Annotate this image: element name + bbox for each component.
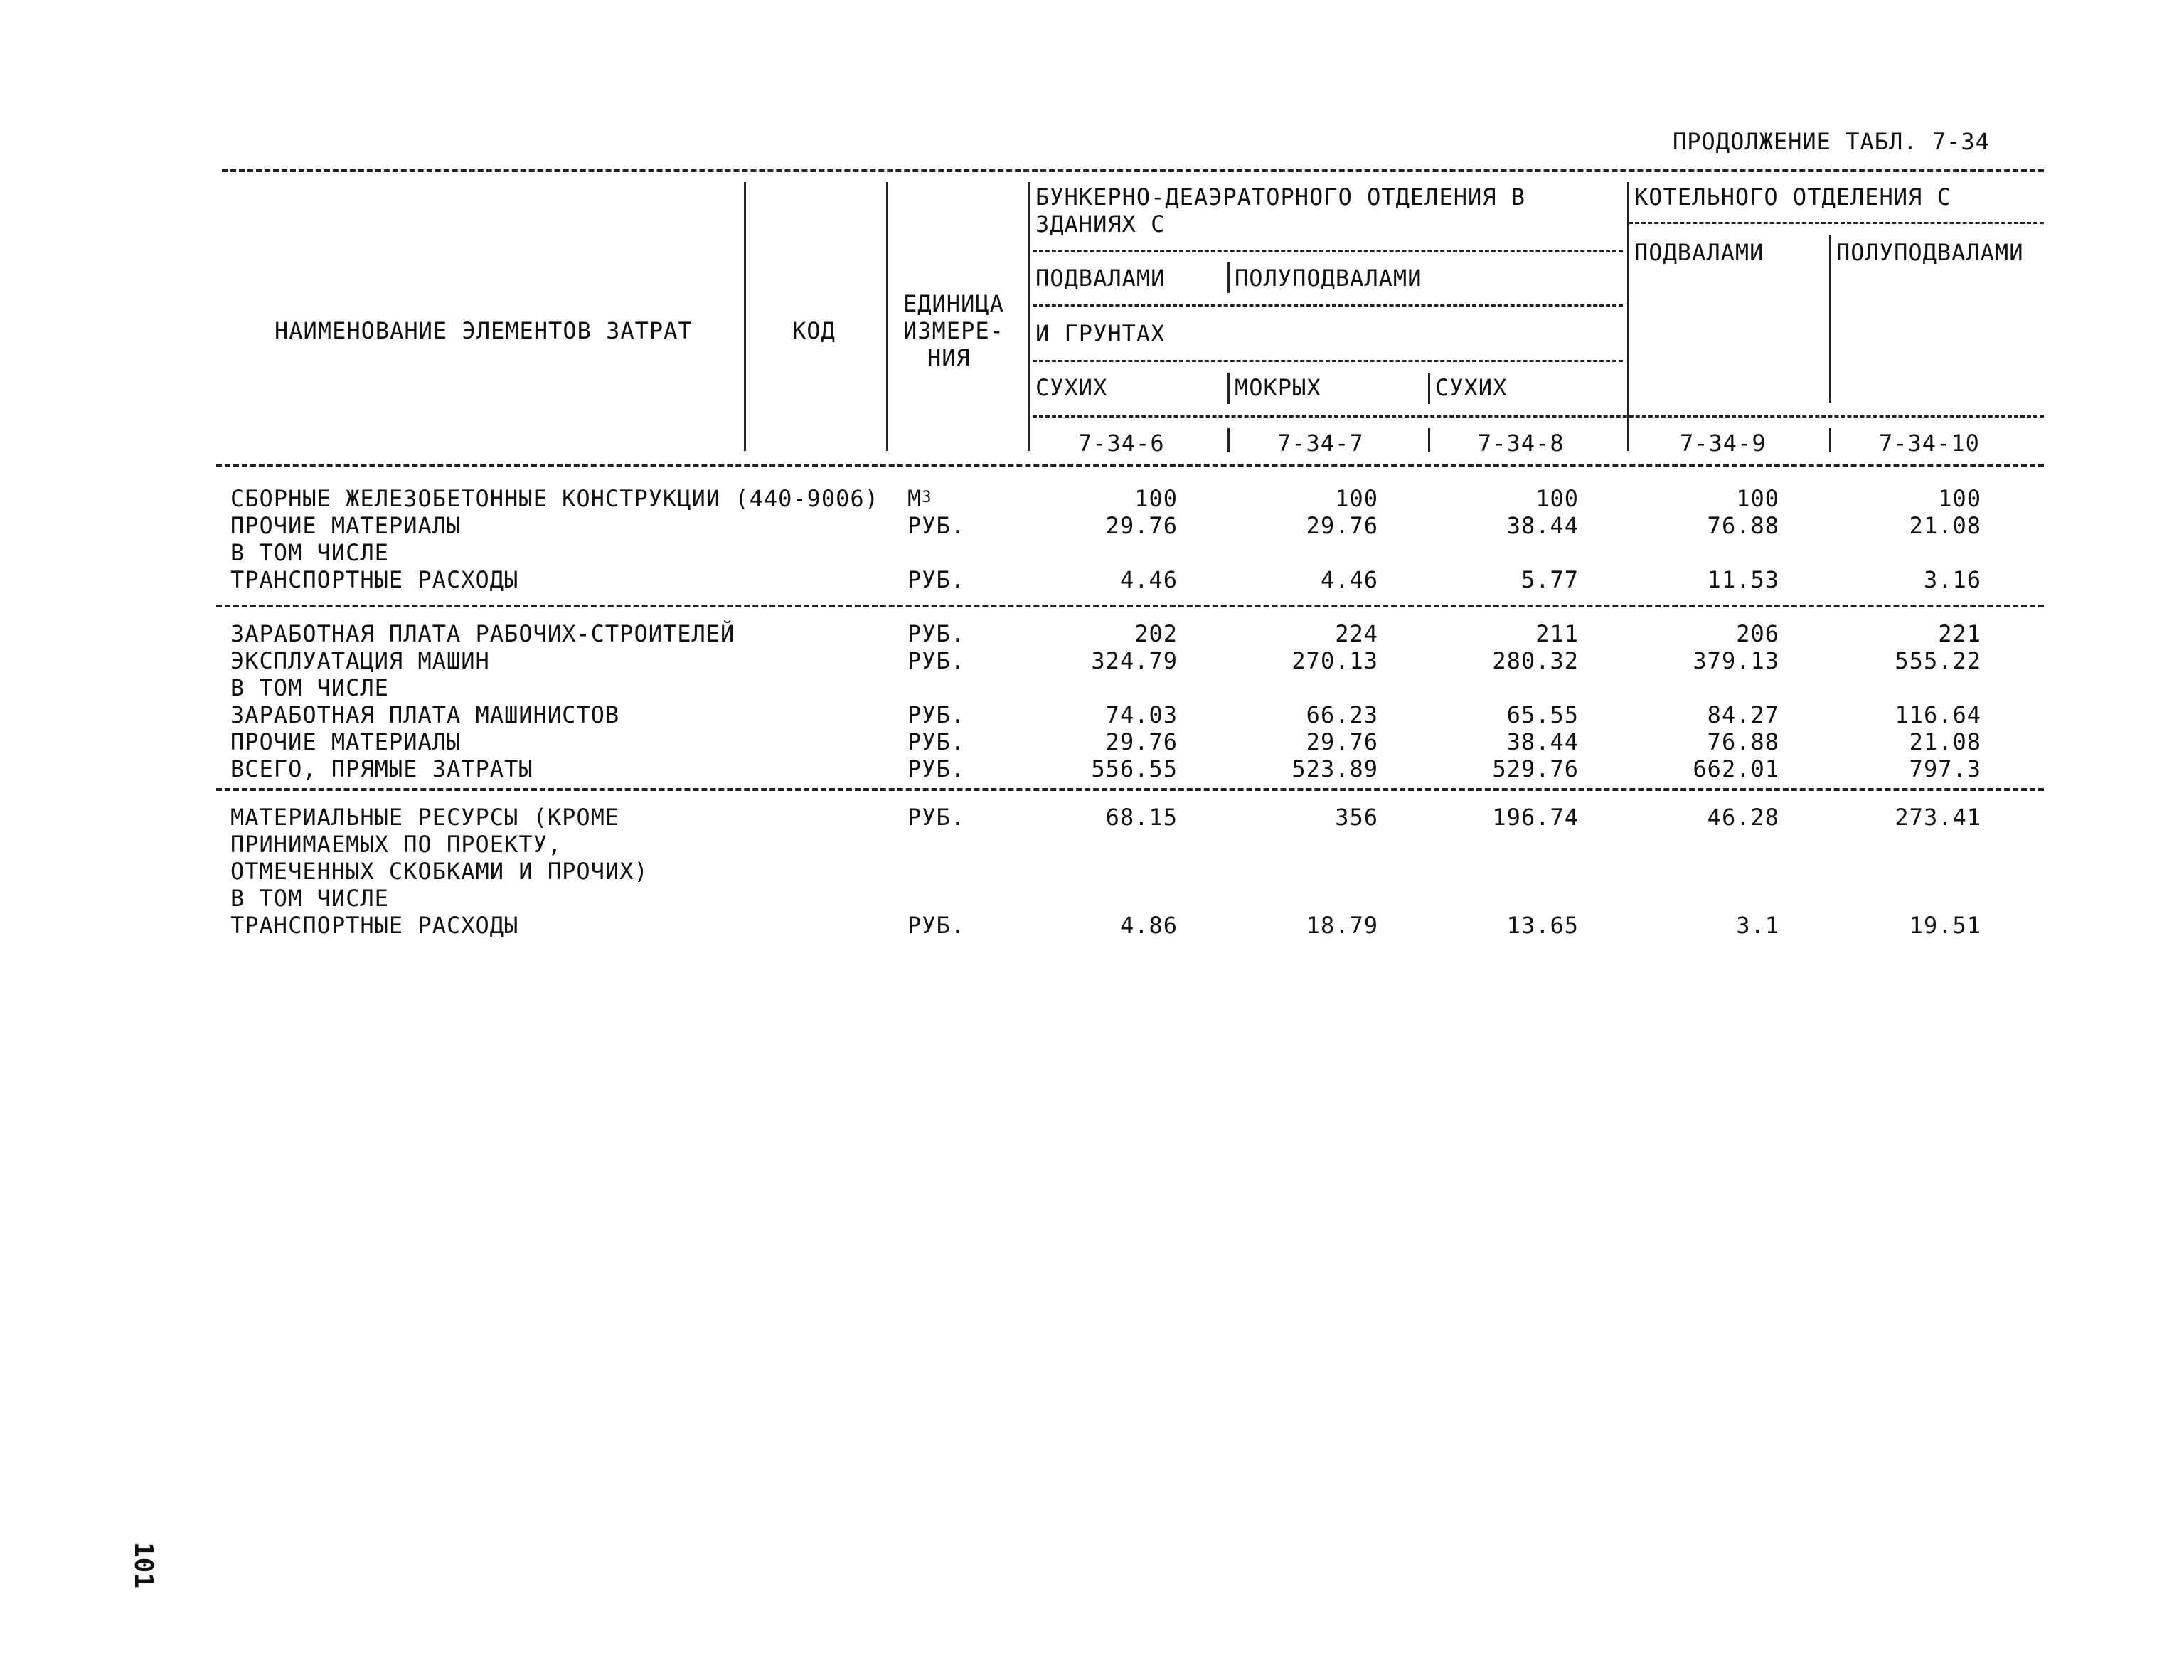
header-unit-3: НИЯ (927, 344, 971, 371)
codes-top-rule (1033, 415, 2044, 418)
g2-polupodvalami: ПОЛУПОДВАЛАМИ (1836, 239, 2024, 266)
row-name: ЗАРАБОТНАЯ ПЛАТА РАБОЧИХ-СТРОИТЕЛЕЙ (230, 620, 735, 647)
row-value-3: 38.44 (1506, 512, 1579, 539)
row-value-1: 100 (1134, 485, 1178, 512)
row-value-1: 324.79 (1091, 647, 1178, 674)
page-number: 101 (129, 1542, 158, 1589)
code-7-34-10: 7-34-10 (1879, 430, 1980, 457)
row-name: В ТОМ ЧИСЛЕ (230, 539, 389, 566)
row-value-1: 29.76 (1105, 728, 1178, 755)
row-value-4: 46.28 (1707, 804, 1779, 831)
g1-mokryh: МОКРЫХ (1235, 374, 1321, 401)
row-value-1: 202 (1134, 620, 1178, 647)
row-name: МАТЕРИАЛЬНЫЕ РЕСУРСЫ (КРОМЕ (230, 804, 620, 831)
row-value-5: 555.22 (1895, 647, 1981, 674)
table-caption: ПРОДОЛЖЕНИЕ ТАБЛ. 7-34 (1673, 128, 1990, 155)
row-value-2: 18.79 (1306, 912, 1378, 939)
group1-title-1: БУНКЕРНО-ДЕАЭРАТОРНОГО ОТДЕЛЕНИЯ В (1035, 184, 1526, 211)
section2-rule (216, 788, 2044, 791)
header-top-rule (222, 169, 2044, 172)
row-unit: РУБ. (907, 912, 966, 939)
row-unit: РУБ. (907, 701, 966, 728)
group2-title: КОТЕЛЬНОГО ОТДЕЛЕНИЯ С (1634, 184, 1951, 211)
col-divider-polupodval (1227, 262, 1230, 293)
row-value-4: 3.1 (1736, 912, 1779, 939)
row-value-1: 68.15 (1105, 804, 1178, 831)
row-value-2: 100 (1335, 485, 1378, 512)
row-name: ПРИНИМАЕМЫХ ПО ПРОЕКТУ, (230, 831, 563, 858)
grunt-underline (1033, 360, 1623, 362)
code-7-34-7: 7-34-7 (1277, 430, 1364, 457)
row-name: ЗАРАБОТНАЯ ПЛАТА МАШИНИСТОВ (230, 701, 620, 728)
col-divider-code (886, 182, 888, 451)
row-value-2: 523.89 (1291, 755, 1378, 782)
row-unit: РУБ. (907, 804, 966, 831)
row-value-2: 4.46 (1320, 566, 1378, 593)
section1-rule (216, 605, 2044, 607)
g1-suhih-2: СУХИХ (1435, 374, 1508, 401)
g1-grunt: И ГРУНТАХ (1035, 320, 1166, 347)
row-value-4: 11.53 (1707, 566, 1779, 593)
row-value-2: 29.76 (1306, 512, 1378, 539)
row-value-3: 13.65 (1506, 912, 1579, 939)
row-value-4: 84.27 (1707, 701, 1779, 728)
row-value-2: 356 (1335, 804, 1378, 831)
row-name: ВСЕГО, ПРЯМЫЕ ЗАТРАТЫ (230, 755, 533, 782)
row-value-1: 556.55 (1091, 755, 1178, 782)
row-value-3: 65.55 (1506, 701, 1579, 728)
row-value-2: 224 (1335, 620, 1378, 647)
row-value-3: 100 (1535, 485, 1579, 512)
header-bottom-rule (216, 464, 2044, 467)
row-value-4: 662.01 (1693, 755, 1779, 782)
row-value-3: 529.76 (1492, 755, 1579, 782)
row-name: ТРАНСПОРТНЫЕ РАСХОДЫ (230, 912, 519, 939)
row-value-1: 74.03 (1105, 701, 1178, 728)
row-name: В ТОМ ЧИСЛЕ (230, 885, 389, 912)
row-name: СБОРНЫЕ ЖЕЛЕЗОБЕТОННЫЕ КОНСТРУКЦИИ (440-9006) (230, 485, 879, 512)
row-unit: $М^3$ (907, 485, 932, 512)
row-value-5: 21.08 (1909, 728, 1981, 755)
code-divider-3 (1428, 428, 1430, 452)
row-name: В ТОМ ЧИСЛЕ (230, 674, 389, 701)
row-unit: РУБ. (907, 620, 966, 647)
g1-suhih-1: СУХИХ (1035, 374, 1108, 401)
row-value-5: 19.51 (1909, 912, 1981, 939)
code-7-34-6: 7-34-6 (1078, 430, 1165, 457)
row-value-5: 100 (1938, 485, 1981, 512)
row-value-4: 206 (1736, 620, 1779, 647)
row-value-2: 66.23 (1306, 701, 1378, 728)
code-divider-2 (1227, 428, 1230, 452)
row-value-1: 4.46 (1119, 566, 1178, 593)
row-unit: РУБ. (907, 647, 966, 674)
row-value-4: 100 (1736, 485, 1779, 512)
header-code: КОД (792, 317, 836, 344)
code-divider-5 (1829, 428, 1831, 452)
group1-underline (1033, 250, 1623, 252)
row-value-5: 3.16 (1923, 566, 1981, 593)
row-value-3: 211 (1535, 620, 1579, 647)
row-value-1: 4.86 (1119, 912, 1178, 939)
col-divider-unit (1028, 182, 1030, 451)
row-name: ТРАНСПОРТНЫЕ РАСХОДЫ (230, 566, 519, 593)
row-value-5: 797.3 (1909, 755, 1981, 782)
row-value-3: 38.44 (1506, 728, 1579, 755)
col-divider-name (744, 182, 746, 451)
row-unit: РУБ. (907, 512, 966, 539)
row-value-5: 273.41 (1895, 804, 1981, 831)
row-value-3: 280.32 (1492, 647, 1579, 674)
col-divider-mokryh (1227, 373, 1230, 404)
group2-underline (1629, 222, 2044, 224)
row-unit: РУБ. (907, 728, 966, 755)
row-unit: РУБ. (907, 755, 966, 782)
code-7-34-8: 7-34-8 (1478, 430, 1565, 457)
g1-polupodvalami: ПОЛУПОДВАЛАМИ (1235, 265, 1422, 292)
col-divider-g2-polupodval (1829, 235, 1831, 403)
g2-podvalami: ПОДВАЛАМИ (1634, 239, 1764, 266)
podval-underline (1033, 304, 1623, 307)
header-name: НАИМЕНОВАНИЕ ЭЛЕМЕНТОВ ЗАТРАТ (275, 317, 693, 344)
row-value-4: 379.13 (1693, 647, 1779, 674)
row-value-5: 21.08 (1909, 512, 1981, 539)
row-value-4: 76.88 (1707, 728, 1779, 755)
row-value-5: 116.64 (1895, 701, 1981, 728)
header-unit-1: ЕДИНИЦА (903, 290, 1004, 317)
row-name: ОТМЕЧЕННЫХ СКОБКАМИ И ПРОЧИХ) (230, 858, 649, 885)
row-value-4: 76.88 (1707, 512, 1779, 539)
row-name: ЭКСПЛУАТАЦИЯ МАШИН (230, 647, 490, 674)
col-divider-suhih2 (1428, 373, 1430, 404)
group1-title-2: ЗДАНИЯХ С (1035, 211, 1166, 238)
row-value-5: 221 (1938, 620, 1981, 647)
col-divider-group2 (1627, 182, 1629, 451)
row-unit: РУБ. (907, 566, 966, 593)
row-name: ПРОЧИЕ МАТЕРИАЛЫ (230, 512, 462, 539)
g1-podvalami: ПОДВАЛАМИ (1035, 265, 1166, 292)
header-unit-2: ИЗМЕРЕ- (903, 317, 1004, 344)
row-name: ПРОЧИЕ МАТЕРИАЛЫ (230, 728, 462, 755)
row-value-2: 29.76 (1306, 728, 1378, 755)
row-value-2: 270.13 (1291, 647, 1378, 674)
row-value-3: 5.77 (1520, 566, 1579, 593)
code-7-34-9: 7-34-9 (1680, 430, 1767, 457)
row-value-1: 29.76 (1105, 512, 1178, 539)
row-value-3: 196.74 (1492, 804, 1579, 831)
